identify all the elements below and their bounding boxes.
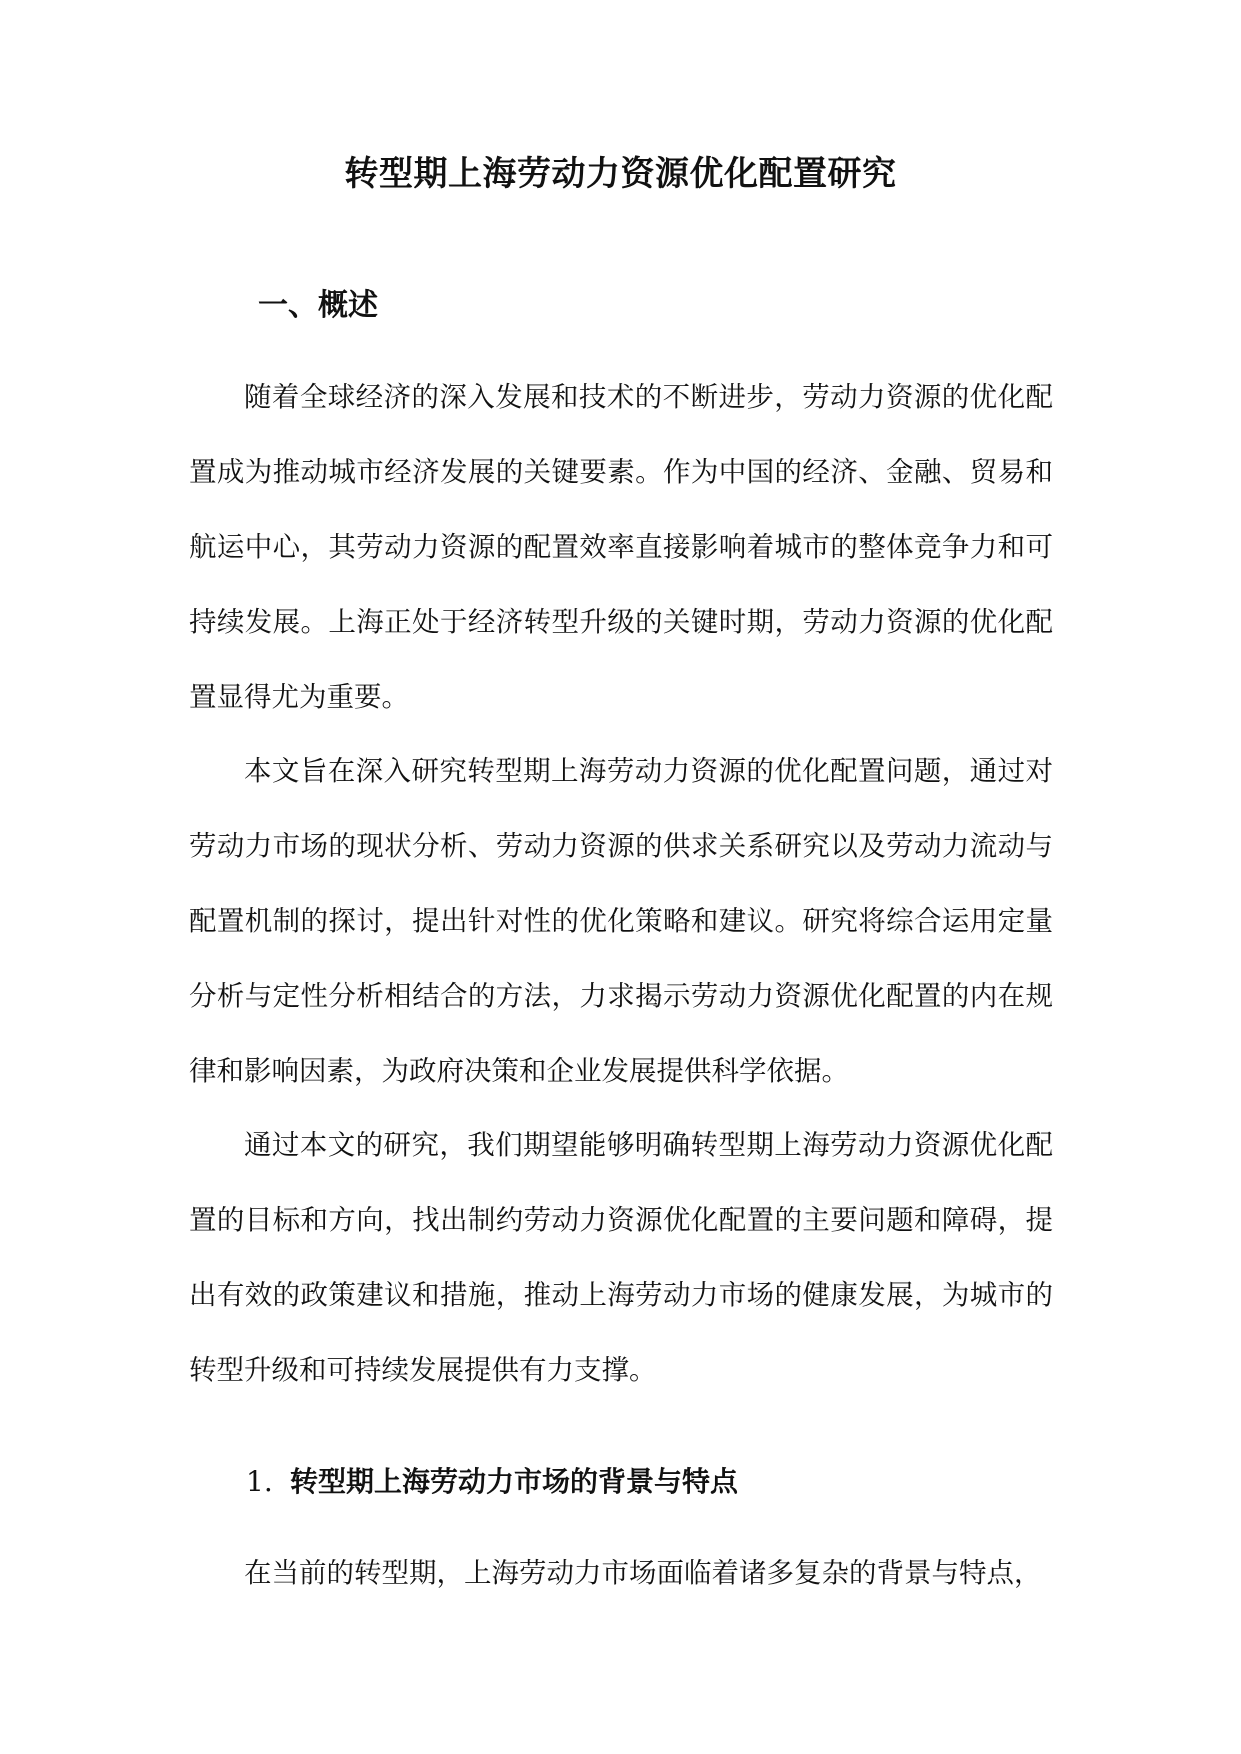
subsection-number: 1. — [246, 1465, 273, 1498]
document-title: 转型期上海劳动力资源优化配置研究 — [344, 154, 897, 194]
paragraph-4: 在当前的转型期，上海劳动力市场面临着诸多复杂的背景与特点， — [244, 1557, 1042, 1589]
paragraph-2: 本文旨在深入研究转型期上海劳动力资源的优化配置问题，通过对劳动力市场的现状分析、劳动力资源的供求关系研究以及劳动力流动与配置机制的探讨，提出针对性的优化策略和建议。研究将综合运用定量分析与定性分析相结合的方法，力求揭示劳动力资源优化配置的内在规律和影响因素，为政府决策和企业发展提供科学依据。 — [189, 755, 1053, 1087]
subsection-heading-1 — [246, 1462, 738, 1502]
section-heading-overview: 一、概述 — [258, 288, 378, 323]
subsection-heading-text: 转型期上海劳动力市场的背景与特点 — [290, 1465, 739, 1498]
paragraph-3: 通过本文的研究，我们期望能够明确转型期上海劳动力资源优化配置的目标和方向，找出制约劳动力资源优化配置的主要问题和障碍，提出有效的政策建议和措施，推动上海劳动力市场的健康发展，为城市的转型升级和可持续发展提供有力支撑。 — [189, 1129, 1053, 1386]
paragraph-1: 随着全球经济的深入发展和技术的不断进步，劳动力资源的优化配置成为推动城市经济发展的关键要素。作为中国的经济、金融、贸易和航运中心，其劳动力资源的配置效率直接影响着城市的整体竞争力和可持续发展。上海正处于经济转型升级的关键时期，劳动力资源的优化配置显得尤为重要。 — [189, 381, 1053, 713]
